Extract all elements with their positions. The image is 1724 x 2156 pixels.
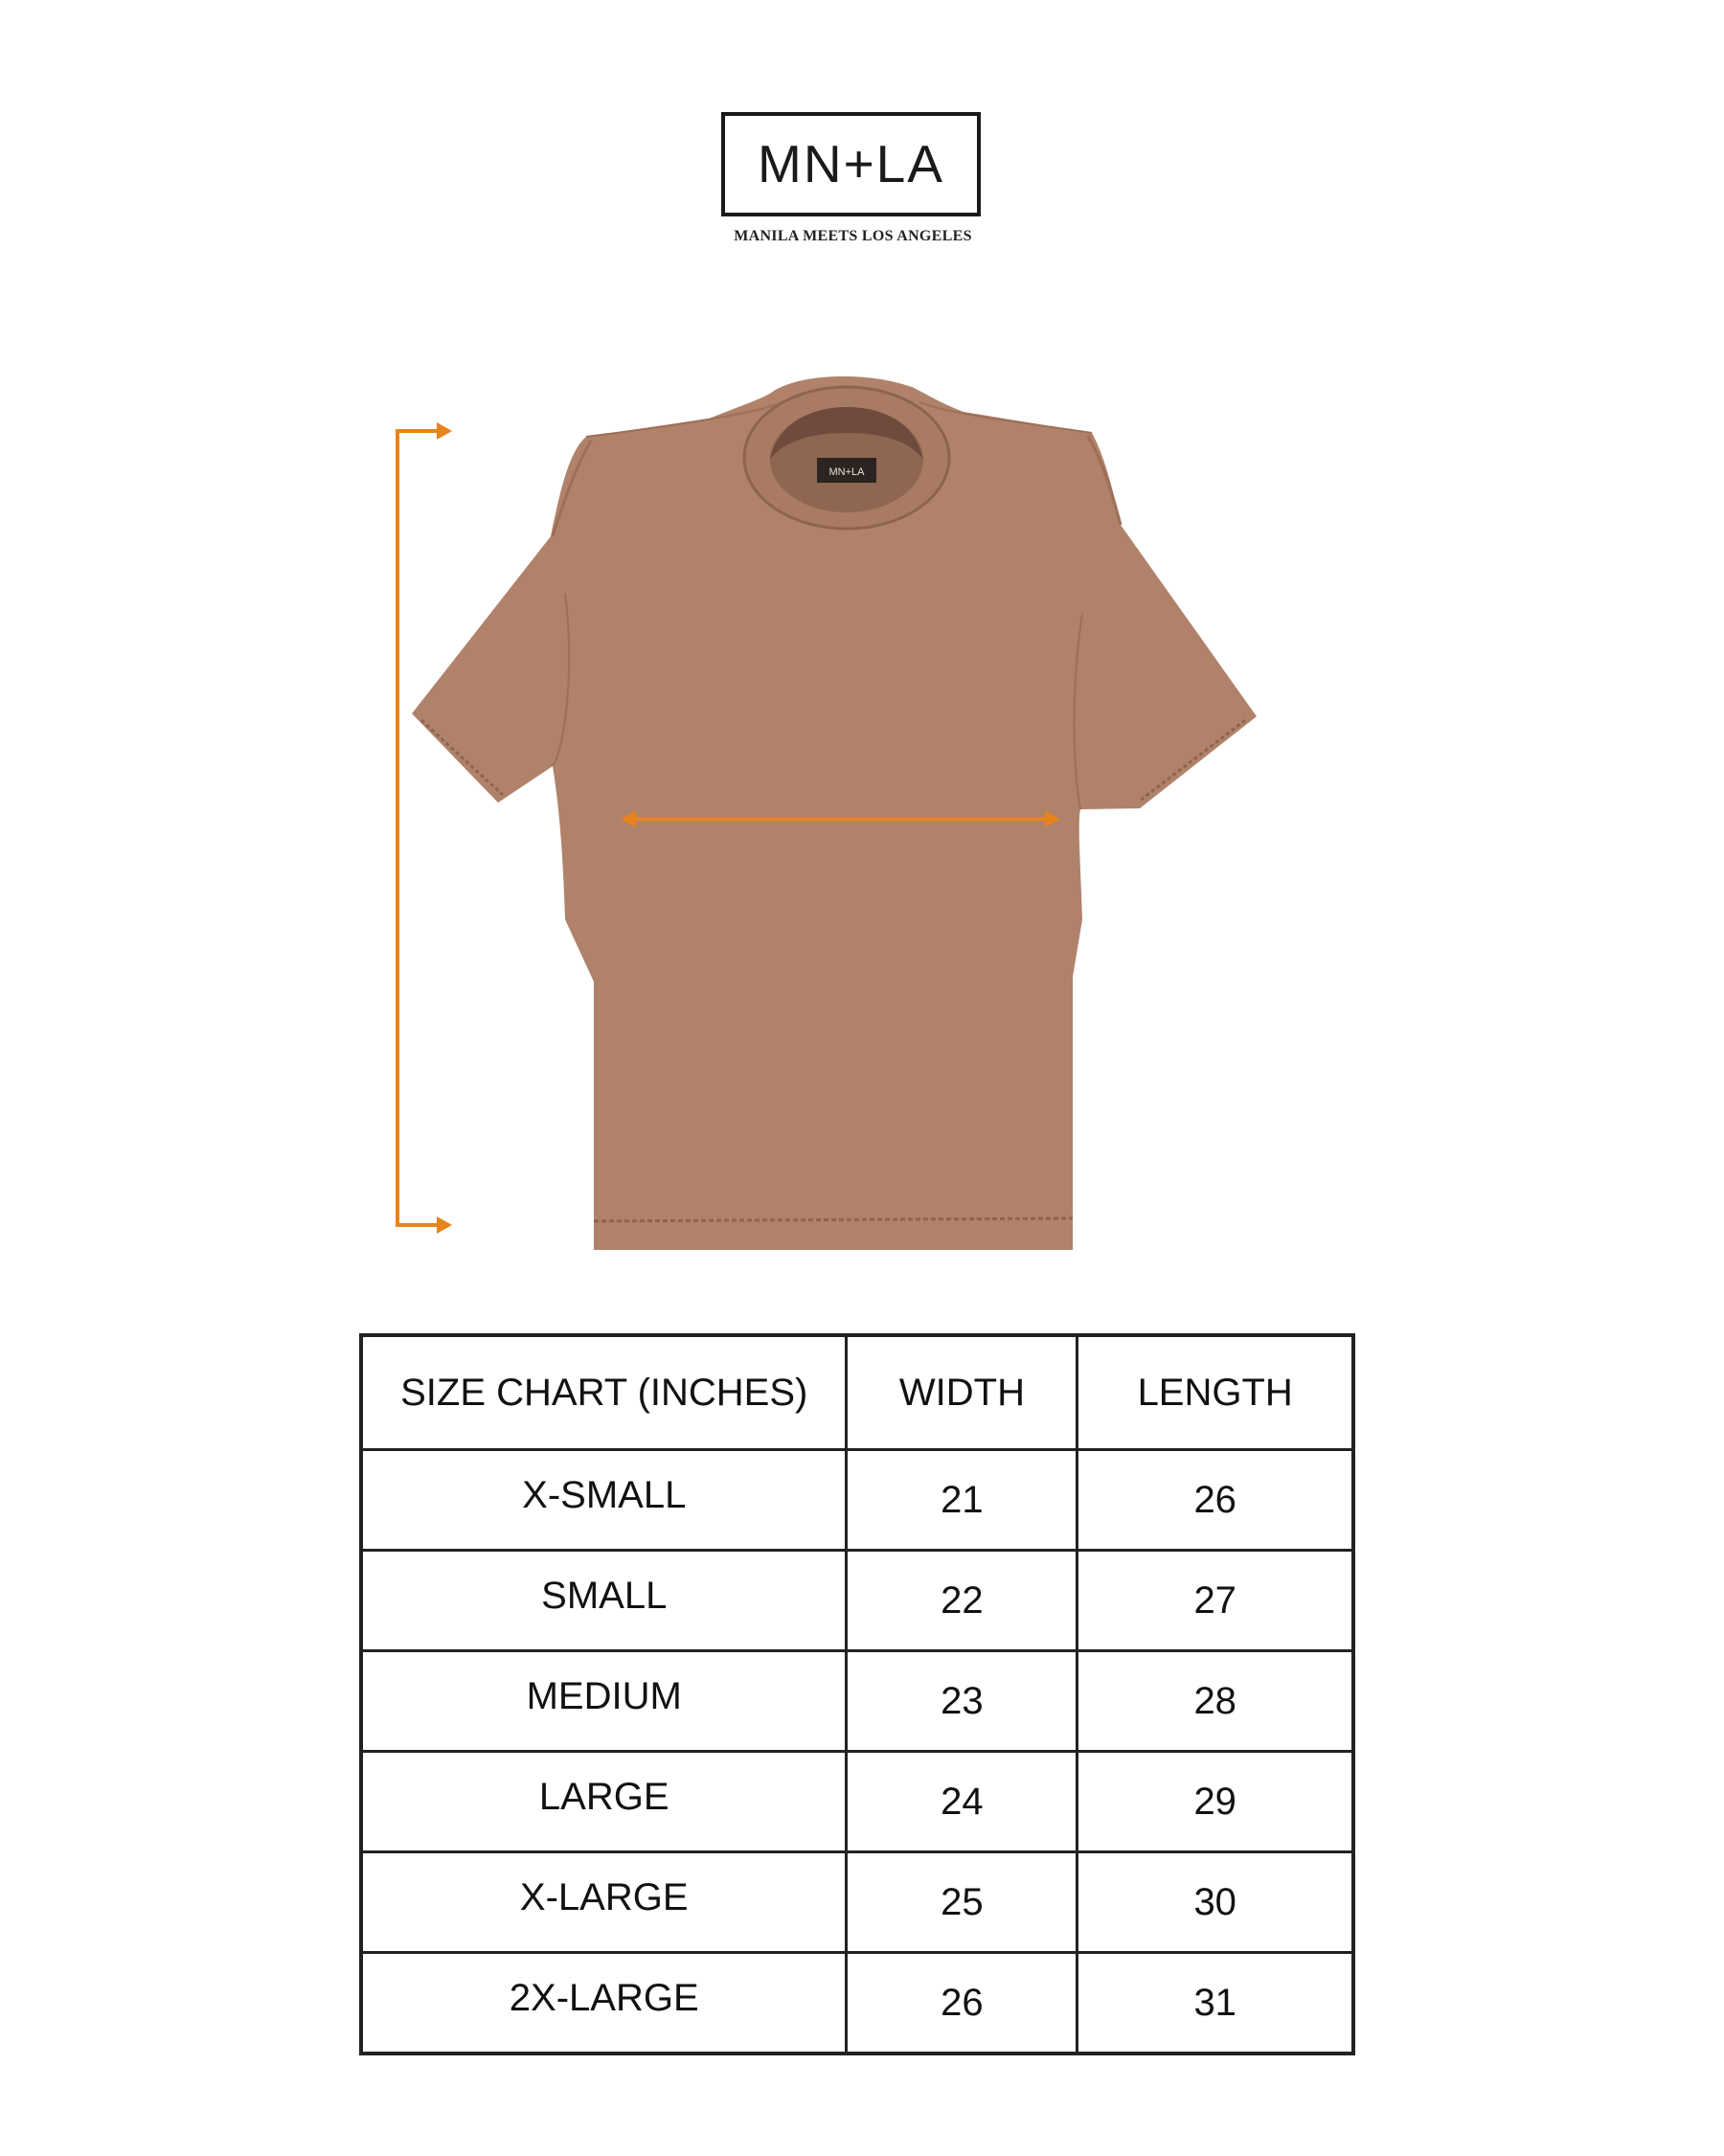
length-arrow-head-bottom	[437, 1216, 452, 1234]
width-cell: 24	[847, 1752, 1078, 1852]
size-cell: X-SMALL	[361, 1450, 847, 1551]
header-length: LENGTH	[1078, 1335, 1353, 1450]
size-cell: 2X-LARGE	[361, 1953, 847, 2054]
table-row	[361, 1551, 1353, 1651]
size-chart-table	[359, 1333, 1355, 2055]
neck-label-text: MN+LA	[828, 466, 865, 478]
length-cell: 31	[1078, 1953, 1353, 2054]
table-header-row	[361, 1335, 1353, 1450]
size-cell: LARGE	[361, 1752, 847, 1852]
logo-tagline: MANILA MEETS LOS ANGELES	[734, 228, 972, 244]
length-arrow-head-top	[437, 422, 452, 440]
size-cell: MEDIUM	[361, 1651, 847, 1752]
table-row	[361, 1651, 1353, 1752]
size-cell: X-LARGE	[361, 1852, 847, 1953]
table-row	[361, 1852, 1353, 1953]
length-cell: 26	[1078, 1450, 1353, 1551]
width-cell: 21	[847, 1450, 1078, 1551]
logo-text: MN+LA	[758, 134, 944, 193]
table-row	[361, 1953, 1353, 2054]
width-cell: 23	[847, 1651, 1078, 1752]
length-cell: 29	[1078, 1752, 1353, 1852]
table-row	[361, 1752, 1353, 1852]
length-cell: 28	[1078, 1651, 1353, 1752]
table-row	[361, 1450, 1353, 1551]
header-width: WIDTH	[847, 1335, 1078, 1450]
width-cell: 25	[847, 1852, 1078, 1953]
width-cell: 26	[847, 1953, 1078, 2054]
header-size: SIZE CHART (INCHES)	[361, 1335, 847, 1450]
length-cell: 27	[1078, 1551, 1353, 1651]
length-cell: 30	[1078, 1852, 1353, 1953]
length-arrow	[397, 431, 442, 1225]
width-cell: 22	[847, 1551, 1078, 1651]
size-cell: SMALL	[361, 1551, 847, 1651]
